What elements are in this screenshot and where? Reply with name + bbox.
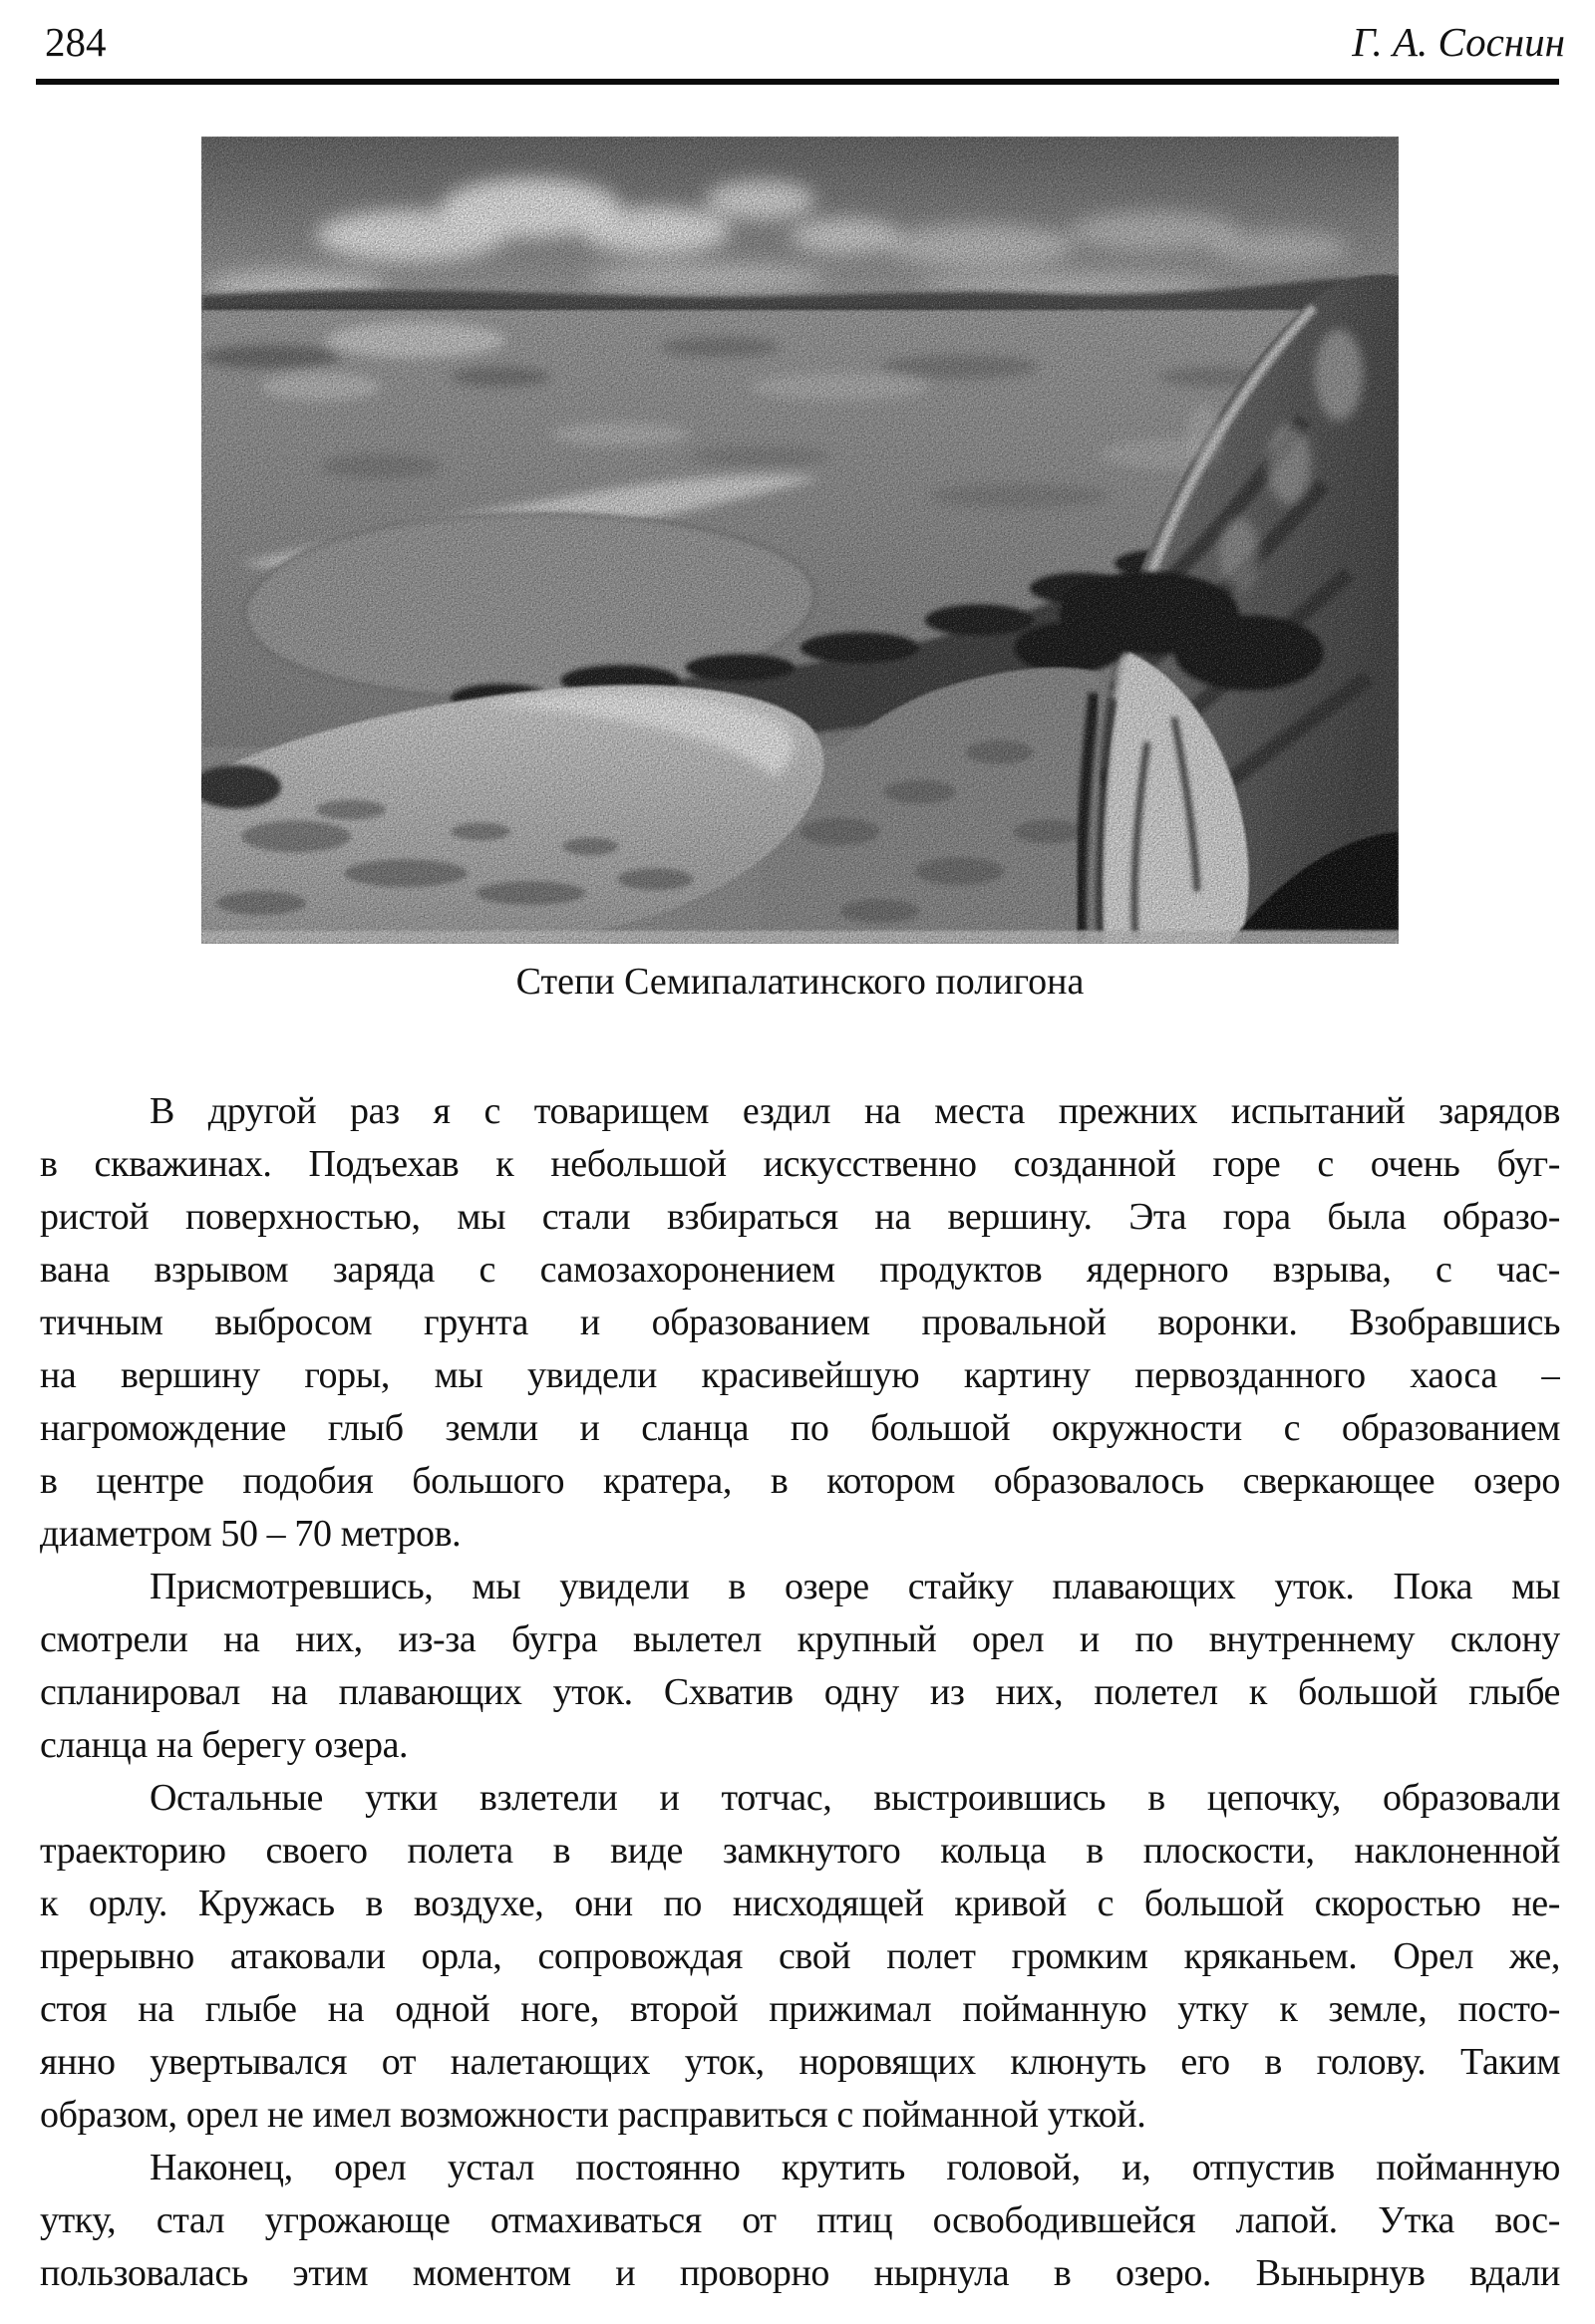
body-line: вана взрывом заряда с самозахоронением продуктов ядерного взрыва, с час- xyxy=(40,1249,1560,1291)
body-line: ристой поверхностью, мы стали взбираться на вершину. Эта гора была образо- xyxy=(40,1196,1560,1238)
body-line: стоя на глыбе на одной ноге, второй прижимал пойманную утку к земле, посто- xyxy=(40,1988,1560,2030)
body-line: сланца на берегу озера. xyxy=(40,1724,409,1766)
body-line: тичным выбросом грунта и образованием провальной воронки. Взобравшись xyxy=(40,1302,1560,1343)
body-line: в скважинах. Подъехав к небольшой искусственно созданной горе с очень буг- xyxy=(40,1143,1560,1185)
body-line: к орлу. Кружась в воздухе, они по нисходящей кривой с большой скоростью не- xyxy=(40,1883,1560,1924)
body-line: смотрели на них, из-за бугра вылетел крупный орел и по внутреннему склону xyxy=(40,1618,1560,1660)
body-line: нагромождение глыб земли и сланца по большой окружности с образованием xyxy=(40,1407,1560,1449)
figure-caption: Степи Семипалатинского полигона xyxy=(515,961,1085,1003)
running-head-author: Г. А. Соснин xyxy=(1352,19,1565,65)
body-line: прерывно атаковали орла, сопровождая свой полет громким кряканьем. Орел же, xyxy=(40,1935,1560,1977)
body-line: в центре подобия большого кратера, в котором образовалось сверкающее озеро xyxy=(40,1460,1560,1502)
body-line: Остальные утки взлетели и тотчас, выстроившись в цепочку, образовали xyxy=(150,1777,1560,1819)
body-line: на вершину горы, мы увидели красивейшую картину первозданного хаоса – xyxy=(40,1354,1560,1396)
body-line: янно увертывался от налетающих уток, норовящих клюнуть его в голову. Таким xyxy=(40,2041,1560,2083)
page-number: 284 xyxy=(45,19,107,65)
body-text xyxy=(40,1085,1560,2300)
body-line: утку, стал угрожающе отмахиваться от птиц освободившейся лапой. Утка вос- xyxy=(40,2199,1560,2241)
body-line: В другой раз я с товарищем ездил на места прежних испытаний зарядов xyxy=(150,1090,1560,1132)
body-line: диаметром 50 – 70 метров. xyxy=(40,1513,462,1555)
body-line: пользовалась этим моментом и проворно нырнула в озеро. Вынырнув вдали xyxy=(40,2252,1560,2294)
header-rule xyxy=(36,79,1559,85)
body-line: траекторию своего полета в виде замкнутого кольца в плоскости, наклоненной xyxy=(40,1830,1560,1872)
body-line: Наконец, орел устал постоянно крутить головой, и, отпустив пойманную xyxy=(150,2147,1560,2188)
steppe-landscape-illustration xyxy=(201,137,1399,944)
body-line: образом, орел не имел возможности расправиться с пойманной уткой. xyxy=(40,2094,1146,2136)
body-line: Присмотревшись, мы увидели в озере стайку плавающих уток. Пока мы xyxy=(150,1566,1560,1607)
figure-photo xyxy=(201,137,1399,944)
body-line: спланировал на плавающих уток. Схватив одну из них, полетел к большой глыбе xyxy=(40,1671,1560,1713)
